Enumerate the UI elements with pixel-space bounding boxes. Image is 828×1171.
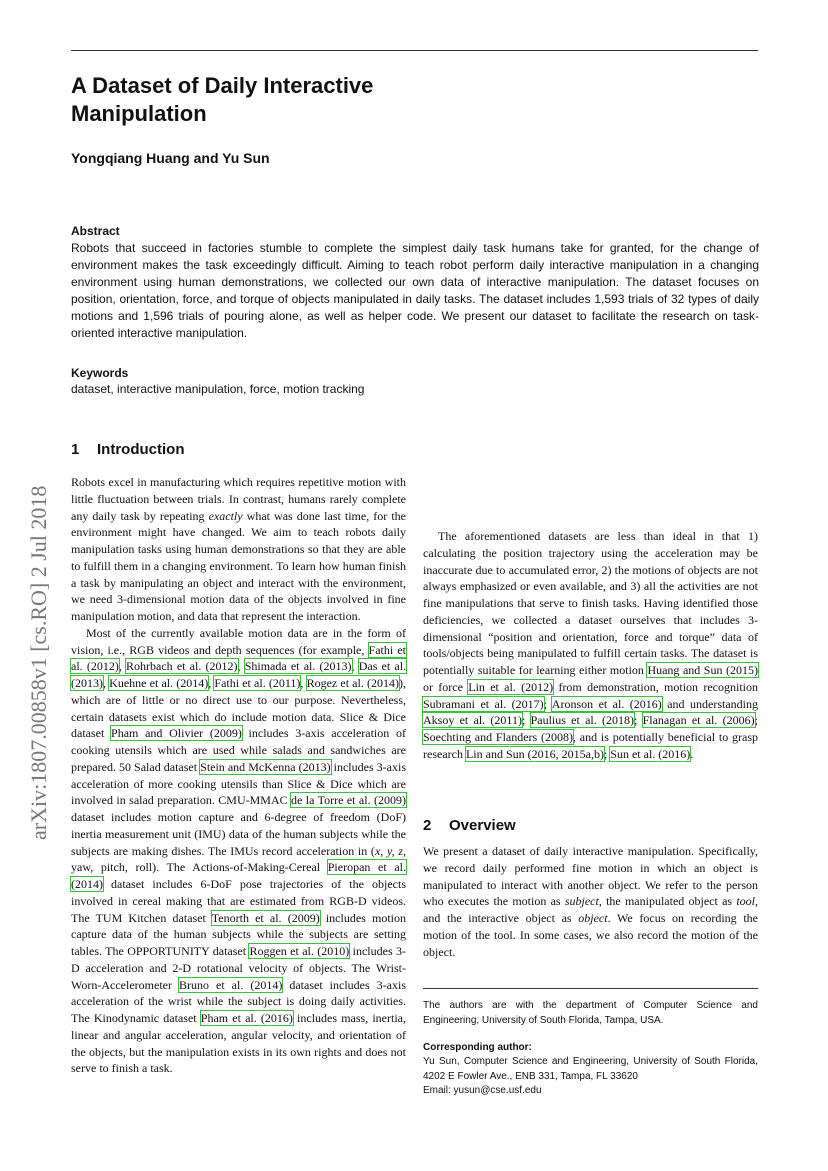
- abstract-heading: Abstract: [71, 224, 120, 238]
- paper-authors: Yongqiang Huang and Yu Sun: [71, 150, 270, 166]
- citation-link[interactable]: Sun et al. (2016): [610, 746, 691, 761]
- overview-paragraph: We present a dataset of daily interactive manipulation. Specifically, we record daily performed fine motion in which an object is manipulated to interact with another object. We refer to the person who executes the motion as subject, the manipulated object as tool, and the interactive object as object. We focus on recording the motion of the tool. In some cases, we also record the motion of the object.: [423, 844, 758, 959]
- top-rule: [71, 50, 758, 51]
- citation-link[interactable]: Rogez et al. (2014): [306, 676, 399, 690]
- footnote-rule: [423, 988, 758, 989]
- citation-link[interactable]: Pham and Olivier (2009): [111, 726, 242, 741]
- citation-link[interactable]: Lin and Sun (2016, 2015a,b): [465, 746, 604, 761]
- citation-link[interactable]: Fathi et al. (2012): [71, 642, 406, 674]
- emphasis-text: object: [578, 911, 608, 925]
- emphasis-text: exactly: [208, 508, 243, 523]
- citation-link[interactable]: Aksoy et al. (2011): [423, 713, 522, 728]
- section-introduction-heading: [71, 441, 184, 458]
- citation-link[interactable]: de la Torre et al. (2009): [291, 793, 406, 808]
- section-title: Introduction: [97, 441, 185, 458]
- corresponding-author-heading: Corresponding author:: [423, 1042, 532, 1053]
- intro-paragraph-1: Robots excel in manufacturing which requires repetitive motion with little fluctuation between trials. In contrast, humans rarely complete any daily task by repeating exactly what was done last time, for the environment might have changed. We aim to teach robots daily manipulation tasks using human demonstrations so that they are able to fulfill them in a changing environment. To learn how human finish a task by manipulating an object and interact with the environment, we need 3-dimensional motion data of the objects involved in fine manipulation motion, and data that represent the interaction.: [71, 475, 406, 623]
- paper-title: A Dataset of Daily Interactive Manipulation: [71, 73, 374, 126]
- emphasis-text: subject: [564, 894, 599, 909]
- arxiv-stamp-text: arXiv:1807.00858v1 [cs.RO] 2 Jul 2018: [26, 485, 51, 840]
- citation-link[interactable]: Shimada et al. (2013): [244, 659, 352, 674]
- citation-link[interactable]: Fathi et al. (2011): [214, 676, 301, 690]
- math-text: x, y, z: [374, 843, 403, 858]
- section-number: 2: [423, 817, 432, 834]
- intro-paragraph-2: Most of the currently available motion data are in the form of vision, i.e., RGB videos and depth sequences (for example, Fathi et al. (2012), Rohrbach et al. (2012), Shimada et al. (2013), Das et al. (2013), Kuehne et al. (2014), Fathi et al. (2011), Rogez et al. (2014)), which are of little or no direct use to our purpose. Nevertheless, certain datasets exist which do include motion data. Slice & Dice dataset Pham and Olivier (2009) includes 3-axis acceleration of cooking utensils which are used while salads and sandwiches are prepared. 50 Salad dataset Stein and McKenna (2013) includes 3-axis acceleration of more cooking utensils than Slice & Dice which are involved in salad preparation. CMU-MMAC de la Torre et al. (2009) dataset includes motion capture and 6-degree of freedom (DoF) inertia measurement unit (IMU) data of the human subjects while the subjects are making dishes. The IMUs record acceleration in (x, y, z, yaw, pitch, roll). The Actions-of-Making-Cereal Pieropan et al. (2014) dataset includes 6-DoF pose trajectories of the objects involved in cereal making that are estimated from RGB-D videos. The TUM Kitchen dataset Tenorth et al. (2009) includes motion capture data of the human subjects while the subjects are setting tables. The OPPORTUNITY dataset Roggen et al. (2010) includes 3-D acceleration and 2-D rotational velocity of objects. The Wrist-Worn-Accelerometer Bruno et al. (2014) dataset includes 3-axis acceleration of the wrist while the subject is doing daily activities. The Kinodynamic dataset Pham et al. (2016) includes mass, inertia, linear and angular acceleration, angular velocity, and orientation of the objects, but the manipulation exists in its own rights and does not serve to finish a task.: [71, 625, 407, 1076]
- citation-link[interactable]: Stein and McKenna (2013): [200, 759, 331, 774]
- section-number: 1: [71, 441, 80, 458]
- citation-link[interactable]: Lin et al. (2012): [468, 679, 554, 694]
- corresponding-author-email[interactable]: Email: yusun@cse.usf.edu: [423, 1085, 542, 1096]
- citation-link[interactable]: Pieropan et al. (2014): [71, 860, 406, 891]
- citation-link[interactable]: Pham et al. (2016): [200, 1011, 293, 1025]
- citation-link[interactable]: Huang and Sun (2015): [647, 663, 759, 677]
- intro-paragraph-3: The aforementioned datasets are less than ideal in that 1) calculating the position trajectory using the acceleration may be inaccurate due to accumulated error, 2) the motions of objects are not always emphasized or even available, and 3) all the activities are not fine manipulations that serve to finish tasks. Having identified those deficiencies, we collected a dataset ourselves that includes 3-dimensional “position and orientation, force and torque” data of tools/objects being manipulated to fulfill certain tasks. The dataset is potentially suitable for learning either motion Huang and Sun (2015) or force Lin et al. (2012) from demonstration, motion recognition Subramani et al. (2017); Aronson et al. (2016) and understanding Aksoy et al. (2011); Paulius et al. (2018); Flanagan et al. (2006); Soechting and Flanders (2008), and is potentially beneficial to grasp research Lin and Sun (2016, 2015a,b); Sun et al. (2016).: [423, 529, 759, 761]
- keywords-text: dataset, interactive manipulation, force, motion tracking: [71, 382, 365, 396]
- citation-link[interactable]: Subramani et al. (2017): [423, 696, 544, 711]
- citation-link[interactable]: Flanagan et al. (2006): [642, 713, 755, 728]
- citation-link[interactable]: Kuehne et al. (2014): [109, 676, 209, 690]
- citation-link[interactable]: Bruno et al. (2014): [178, 977, 283, 992]
- citation-link[interactable]: Das et al. (2013): [71, 659, 407, 690]
- citation-link[interactable]: Aronson et al. (2016): [551, 696, 662, 711]
- citation-link[interactable]: Rohrbach et al. (2012): [126, 659, 238, 674]
- arxiv-stamp: [22, 380, 52, 840]
- left-column: [71, 474, 406, 1077]
- citation-link[interactable]: Roggen et al. (2010): [249, 944, 350, 958]
- section-title: Overview: [449, 817, 516, 834]
- right-column: [423, 444, 758, 763]
- citation-link[interactable]: Paulius et al. (2018): [530, 713, 634, 728]
- abstract-text: Robots that succeed in factories stumble to complete the simplest daily task humans take for granted, for the change of environment makes the task exceedingly difficult. Aiming to teach robot perform daily interactive manipulation in a changing environment using human demonstrations, we collected our own data of interactive manipulation. The dataset focuses on position, orientation, force, and torque of objects manipulated in daily tasks. The dataset includes 1,593 trials of 32 types of daily motions and 1,596 trials of pouring alone, as well as helper code. We present our dataset to facilitate the research on task-oriented interactive manipulation.: [71, 241, 759, 340]
- citation-link[interactable]: Soechting and Flanders (2008): [423, 730, 573, 744]
- keywords-heading: Keywords: [71, 366, 129, 380]
- citation-link[interactable]: Tenorth et al. (2009): [211, 910, 320, 925]
- footnote-affiliation: The authors are with the department of Computer Science and Engineering, University of South Florida, Tampa, USA.: [423, 1000, 758, 1026]
- section-overview-heading: [423, 817, 516, 834]
- emphasis-text: tool: [736, 894, 755, 909]
- corresponding-author-address: Yu Sun, Computer Science and Engineering, University of South Florida, 4202 E Fowler Ave., ENB 331, Tampa, FL 33620: [423, 1056, 758, 1082]
